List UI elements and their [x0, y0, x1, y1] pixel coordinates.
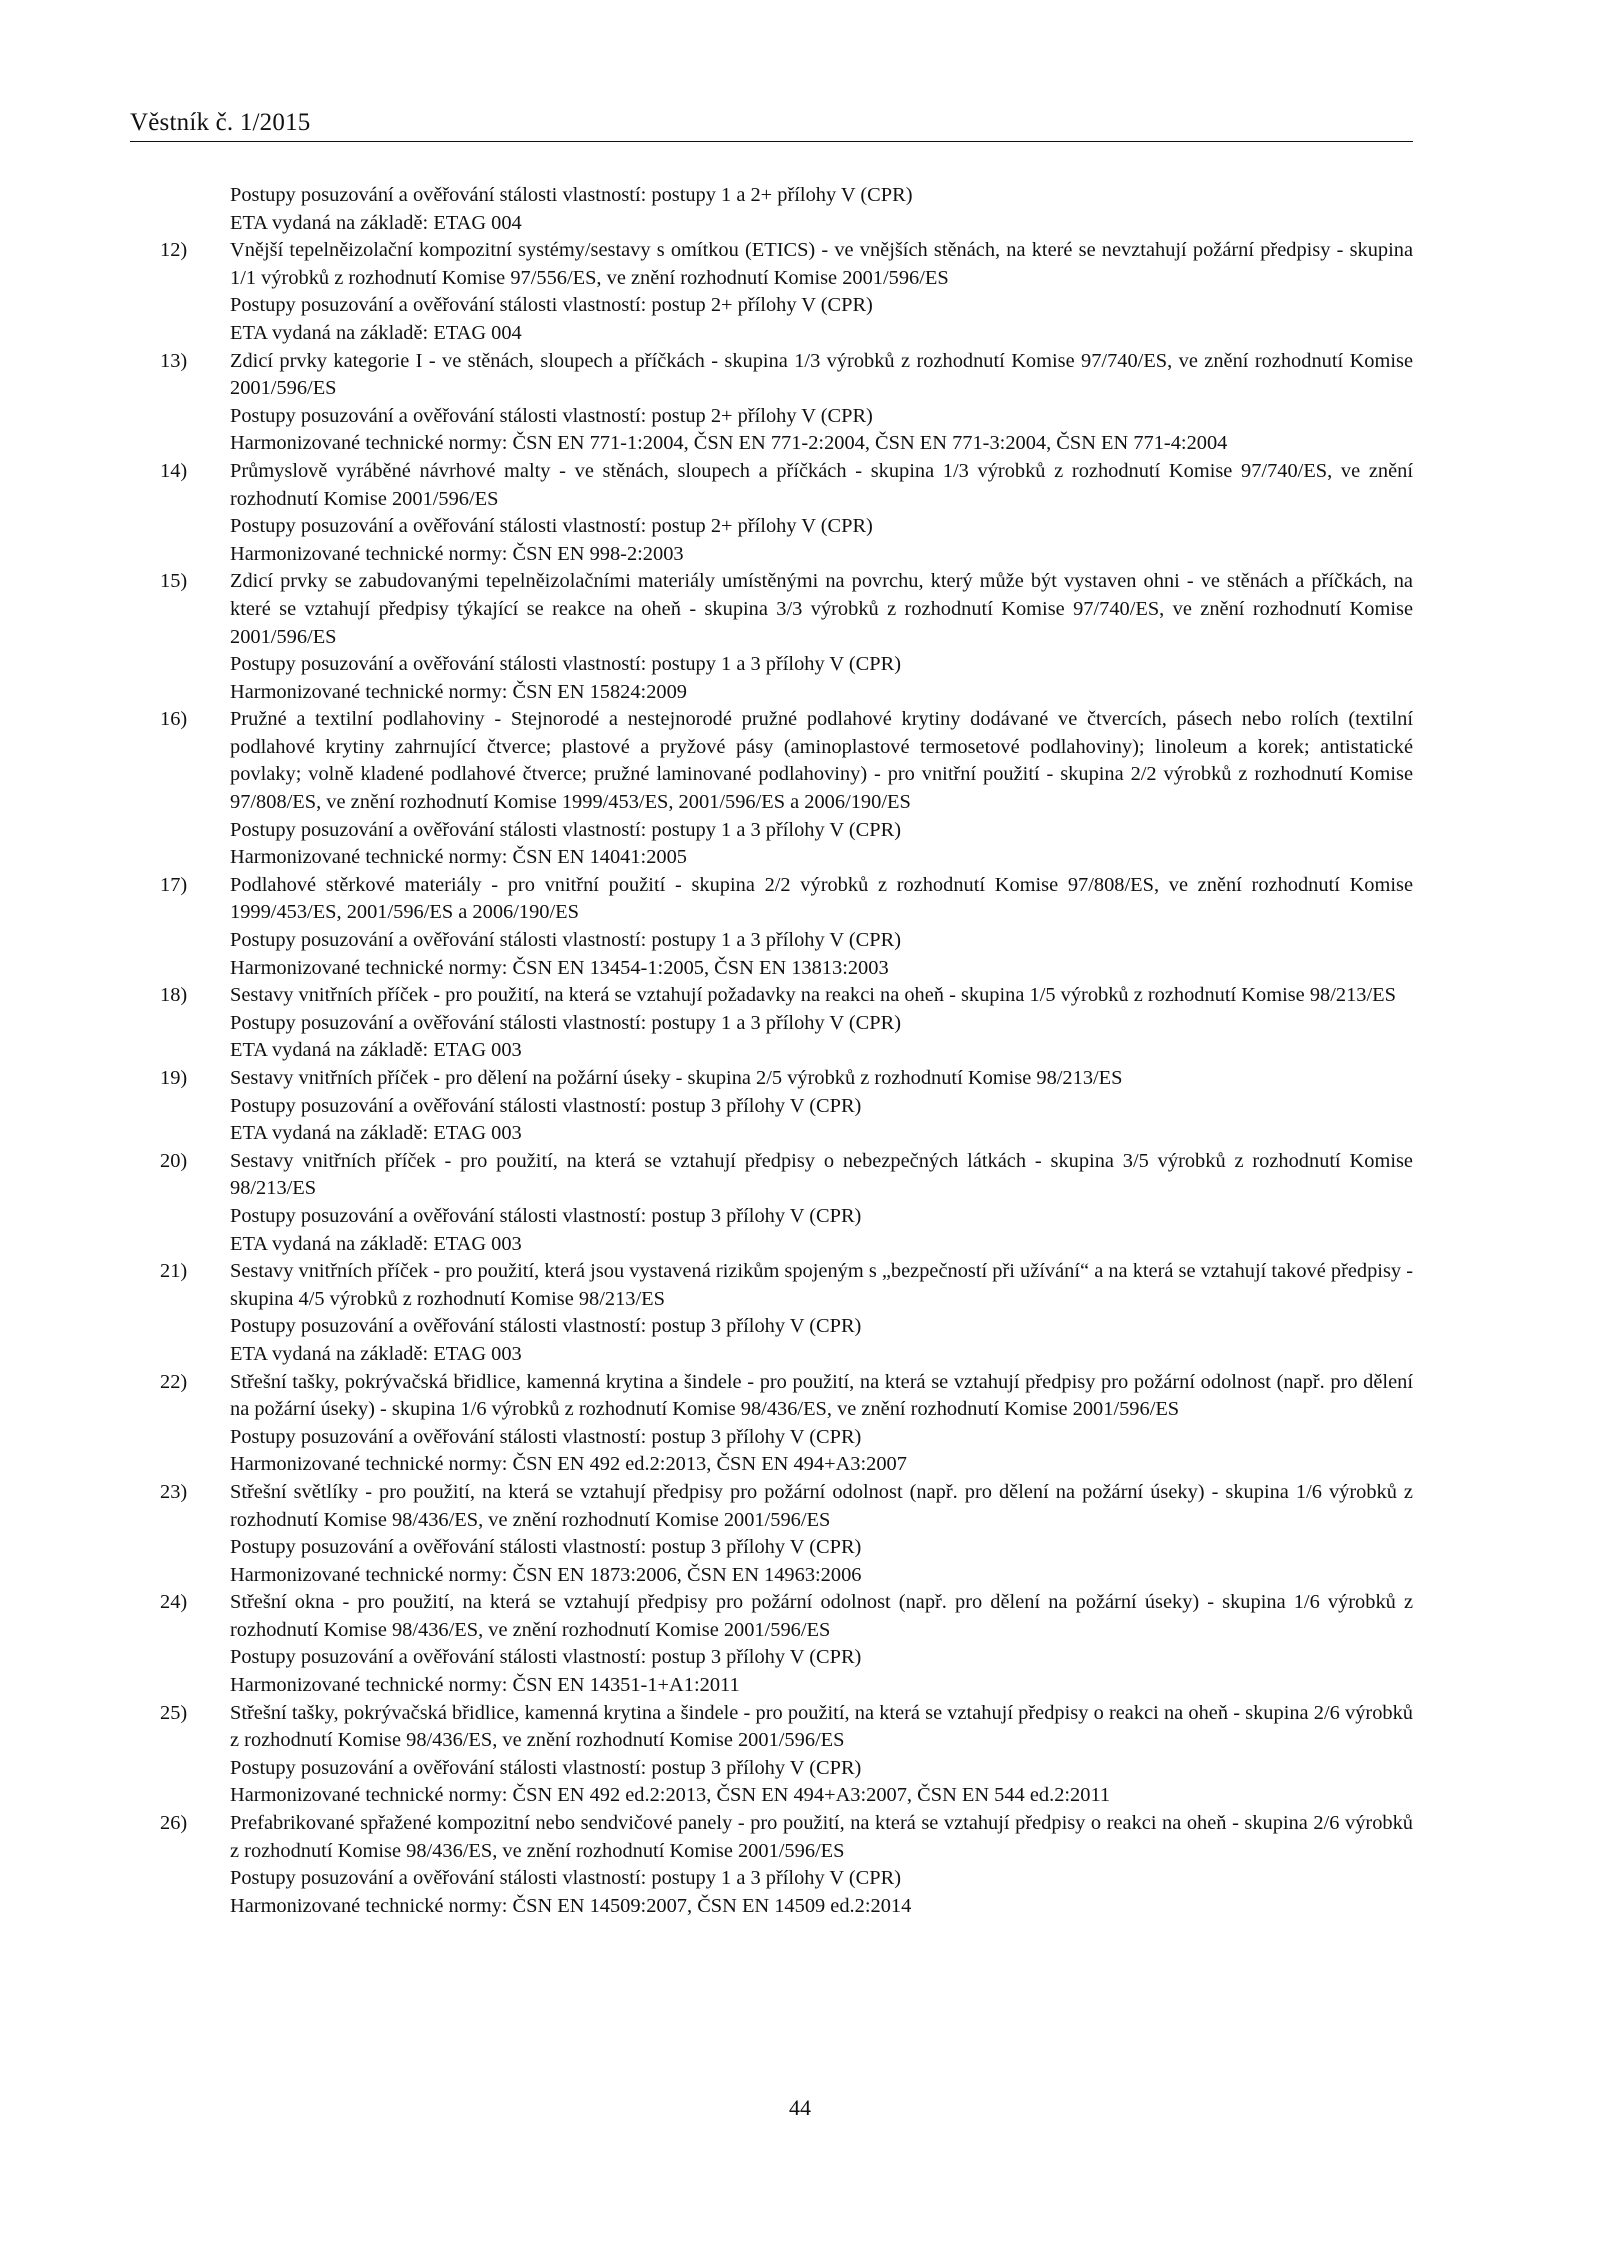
document-body [160, 182, 1413, 1920]
item-detail-line: Postupy posuzování a ověřování stálosti vlastností: postup 3 přílohy V (CPR) [230, 1536, 862, 1559]
list-item [160, 1258, 1413, 1368]
item-number: 12) [160, 239, 188, 262]
item-detail-line: ETA vydaná na základě: ETAG 003 [230, 1342, 522, 1365]
item-detail-line: Postupy posuzování a ověřování stálosti vlastností: postup 2+ přílohy V (CPR) [230, 404, 873, 427]
item-number: 24) [160, 1591, 188, 1614]
item-detail-line: Postupy posuzování a ověřování stálosti vlastností: postup 3 přílohy V (CPR) [230, 1315, 862, 1338]
list-item [160, 706, 1413, 872]
list-item [160, 458, 1413, 568]
list-item [160, 1700, 1413, 1810]
page-number: 44 [789, 2095, 811, 2120]
item-number: 26) [160, 1812, 188, 1835]
item-detail-line: Postupy posuzování a ověřování stálosti vlastností: postupy 1 a 3 přílohy V (CPR) [230, 1867, 901, 1890]
item-detail-line: Postupy posuzování a ověřování stálosti vlastností: postup 3 přílohy V (CPR) [230, 1646, 862, 1669]
item-number: 25) [160, 1701, 188, 1724]
item-number: 13) [160, 349, 188, 372]
list-item [160, 982, 1413, 1065]
item-detail-line: Harmonizované technické normy: ČSN EN 15824:2009 [230, 680, 687, 703]
list-item [160, 1810, 1413, 1920]
list-item [160, 1065, 1413, 1148]
item-description: Prefabrikované spřažené kompozitní nebo sendvičové panely - pro použití, na která se vztahují předpisy o reakci na oheň - skupina 2/6 výrobků z rozhodnutí Komise 98/436/ES, ve znění rozhodnutí Komise 2001/596/ES [230, 1812, 1413, 1862]
page-header [130, 108, 1413, 142]
item-detail-line: Harmonizované technické normy: ČSN EN 1873:2006, ČSN EN 14963:2006 [230, 1563, 862, 1586]
item-number: 18) [160, 984, 188, 1007]
list-item [160, 1369, 1413, 1479]
list-item [160, 348, 1413, 458]
item-detail-line: Harmonizované technické normy: ČSN EN 492 ed.2:2013, ČSN EN 494+A3:2007 [230, 1453, 907, 1476]
item-detail-line: Postupy posuzování a ověřování stálosti vlastností: postup 3 přílohy V (CPR) [230, 1094, 862, 1117]
journal-title: Věstník č. 1/2015 [130, 109, 311, 136]
item-detail-line: Postupy posuzování a ověřování stálosti vlastností: postupy 1 a 3 přílohy V (CPR) [230, 929, 901, 952]
list-item [160, 568, 1413, 706]
list-item [160, 1148, 1413, 1258]
item-detail-line: Postupy posuzování a ověřování stálosti vlastností: postup 3 přílohy V (CPR) [230, 1425, 862, 1448]
item-detail-line: Harmonizované technické normy: ČSN EN 998-2:2003 [230, 542, 684, 565]
list-item [160, 872, 1413, 982]
item-description: Zdicí prvky kategorie I - ve stěnách, sloupech a příčkách - skupina 1/3 výrobků z rozhodnutí Komise 97/740/ES, ve znění rozhodnutí Komise 2001/596/ES [230, 349, 1413, 400]
list-item [160, 237, 1413, 347]
item-detail-line: Harmonizované technické normy: ČSN EN 14509:2007, ČSN EN 14509 ed.2:2014 [230, 1894, 912, 1917]
intro-block [160, 182, 1413, 237]
item-description: Střešní tašky, pokrývačská břidlice, kamenná krytina a šindele - pro použití, na která se vztahují předpisy pro požární odolnost (např. pro dělení na požární úseky) - skupina 1/6 výrobků z rozhodnutí Komise 98/436/ES, ve znění rozhodnutí Komise 2001/596/ES [230, 1370, 1413, 1421]
item-number: 23) [160, 1480, 188, 1503]
header-rule [130, 141, 1413, 142]
item-detail-line: Harmonizované technické normy: ČSN EN 14041:2005 [230, 846, 687, 869]
item-number: 16) [160, 708, 188, 731]
item-detail-line: ETA vydaná na základě: ETAG 004 [230, 321, 522, 344]
intro-line: ETA vydaná na základě: ETAG 004 [230, 211, 522, 234]
item-description: Střešní okna - pro použití, na která se vztahují předpisy pro požární odolnost (např. pro dělení na požární úseky) - skupina 1/6 výrobků z rozhodnutí Komise 98/436/ES, ve znění rozhodnutí Komise 2001/596/ES [230, 1591, 1413, 1641]
item-number: 15) [160, 570, 188, 593]
item-description: Podlahové stěrkové materiály - pro vnitřní použití - skupina 2/2 výrobků z rozhodnutí Komise 97/808/ES, ve znění rozhodnutí Komise 1999/453/ES, 2001/596/ES a 2006/190/ES [230, 873, 1413, 924]
item-detail-line: Harmonizované technické normy: ČSN EN 13454-1:2005, ČSN EN 13813:2003 [230, 956, 889, 979]
intro-line: Postupy posuzování a ověřování stálosti vlastností: postupy 1 a 2+ přílohy V (CPR) [230, 184, 913, 206]
item-detail-line: ETA vydaná na základě: ETAG 003 [230, 1122, 522, 1145]
item-detail-line: Harmonizované technické normy: ČSN EN 14351-1+A1:2011 [230, 1674, 740, 1697]
item-description: Vnější tepelněizolační kompozitní systémy/sestavy s omítkou (ETICS) - ve vnějších stěnách, na které se nevztahují požární předpisy - skupina 1/1 výrobků z rozhodnutí Komise 97/556/ES, ve znění rozhodnutí Komise 2001/596/ES [230, 239, 1413, 289]
item-detail-line: Postupy posuzování a ověřování stálosti vlastností: postupy 1 a 3 přílohy V (CPR) [230, 653, 901, 676]
item-description: Střešní světlíky - pro použití, na která se vztahují předpisy pro požární odolnost (např. pro dělení na požární úseky) - skupina 1/6 výrobků z rozhodnutí Komise 98/436/ES, ve znění rozhodnutí Komise 2001/596/ES [230, 1480, 1413, 1531]
item-detail-line: Postupy posuzování a ověřování stálosti vlastností: postup 3 přílohy V (CPR) [230, 1204, 862, 1227]
item-detail-line: ETA vydaná na základě: ETAG 003 [230, 1232, 522, 1255]
item-number: 19) [160, 1067, 188, 1089]
item-description: Sestavy vnitřních příček - pro dělení na požární úseky - skupina 2/5 výrobků z rozhodnutí Komise 98/213/ES [230, 1067, 1123, 1089]
item-detail-line: Postupy posuzování a ověřování stálosti vlastností: postupy 1 a 3 přílohy V (CPR) [230, 818, 901, 841]
item-detail-line: Postupy posuzování a ověřování stálosti vlastností: postup 3 přílohy V (CPR) [230, 1756, 862, 1779]
item-description: Střešní tašky, pokrývačská břidlice, kamenná krytina a šindele - pro použití, na která se vztahují předpisy o reakci na oheň - skupina 2/6 výrobků z rozhodnutí Komise 98/436/ES, ve znění rozhodnutí Komise 2001/596/ES [230, 1701, 1413, 1752]
item-description: Pružné a textilní podlahoviny - Stejnorodé a nestejnorodé pružné podlahové krytiny dodávané ve čtvercích, pásech nebo rolích (textilní podlahové krytiny zahrnující čtverce; plastové a pryžové pásy (aminoplastové termosetové podlahoviny); linoleum a korek; antistatické povlaky; volně kladené podlahové čtverce; pružné laminované podlahoviny) - pro vnitřní použití - skupina 2/2 výrobků z rozhodnutí Komise 97/808/ES, ve znění rozhodnutí Komise 1999/453/ES, 2001/596/ES a 2006/190/ES [230, 708, 1413, 814]
item-detail-line: ETA vydaná na základě: ETAG 003 [230, 1039, 522, 1062]
item-number: 14) [160, 459, 188, 482]
item-description: Zdicí prvky se zabudovanými tepelněizolačními materiály umístěnými na povrchu, který může být vystaven ohni - ve stěnách a příčkách, na které se vztahují předpisy týkající se reakce na oheň - skupina 3/3 výrobků z rozhodnutí Komise 97/740/ES, ve znění rozhodnutí Komise 2001/596/ES [230, 570, 1413, 648]
item-detail-line: Harmonizované technické normy: ČSN EN 492 ed.2:2013, ČSN EN 494+A3:2007, ČSN EN 544 ed.2:2011 [230, 1784, 1111, 1807]
item-description: Sestavy vnitřních příček - pro použití, která jsou vystavená rizikům spojeným s „bezpečností při užívání“ a na která se vztahují takové předpisy - skupina 4/5 výrobků z rozhodnutí Komise 98/213/ES [230, 1260, 1413, 1310]
item-detail-line: Postupy posuzování a ověřování stálosti vlastností: postup 2+ přílohy V (CPR) [230, 515, 873, 538]
item-number: 20) [160, 1149, 188, 1172]
item-number: 21) [160, 1260, 188, 1283]
item-detail-line: Harmonizované technické normy: ČSN EN 771-1:2004, ČSN EN 771-2:2004, ČSN EN 771-3:2004, ČSN EN 771-4:2004 [230, 432, 1228, 455]
item-detail-line: Postupy posuzování a ověřování stálosti vlastností: postup 2+ přílohy V (CPR) [230, 294, 873, 317]
list-item [160, 1589, 1413, 1699]
item-detail-line: Postupy posuzování a ověřování stálosti vlastností: postupy 1 a 3 přílohy V (CPR) [230, 1011, 901, 1034]
item-number: 22) [160, 1370, 188, 1393]
item-description: Průmyslově vyráběné návrhové malty - ve stěnách, sloupech a příčkách - skupina 1/3 výrobků z rozhodnutí Komise 97/740/ES, ve znění rozhodnutí Komise 2001/596/ES [230, 459, 1413, 510]
item-description: Sestavy vnitřních příček - pro použití, na která se vztahují předpisy o nebezpečných látkách - skupina 3/5 výrobků z rozhodnutí Komise 98/213/ES [230, 1149, 1413, 1200]
list-item [160, 1479, 1413, 1589]
item-description: Sestavy vnitřních příček - pro použití, na která se vztahují požadavky na reakci na oheň - skupina 1/5 výrobků z rozhodnutí Komise 98/213/ES [230, 984, 1396, 1007]
item-number: 17) [160, 873, 188, 896]
